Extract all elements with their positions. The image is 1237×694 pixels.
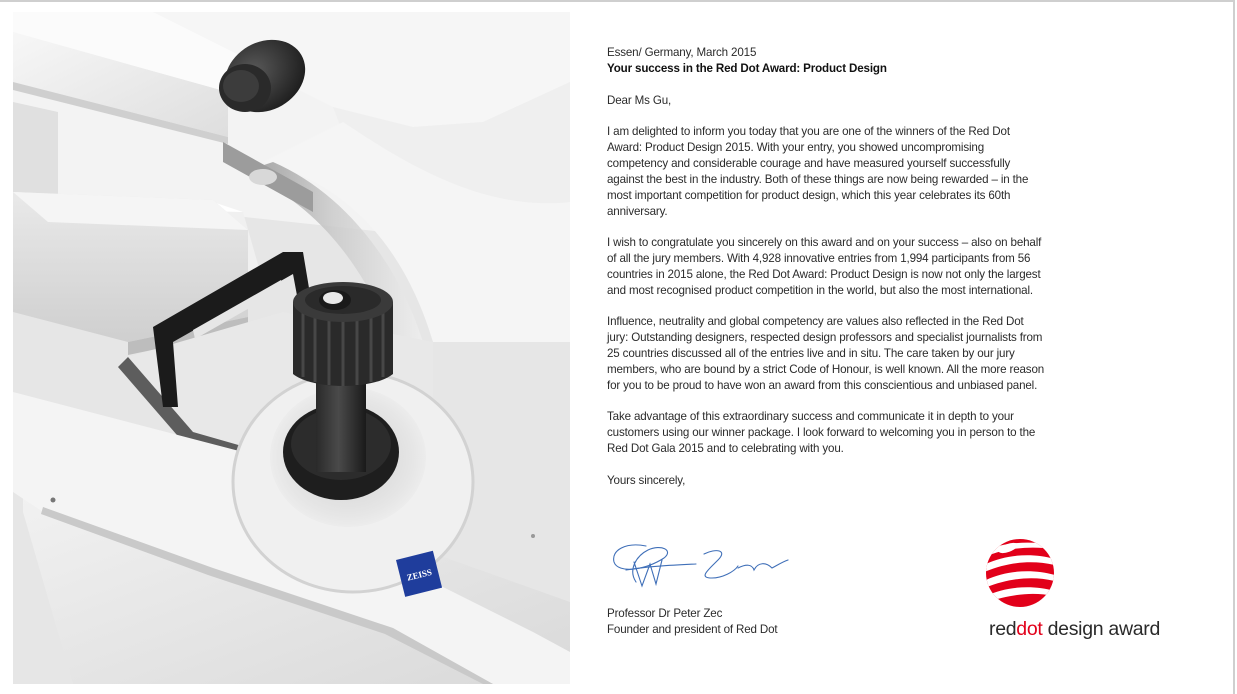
salutation: Dear Ms Gu, — [607, 94, 672, 107]
letter-paragraph: Influence, neutrality and global competency are values also reflected in the Red Dot jury: Outstanding designers, respected design professors and specialist journalists from 25 countries discussed all of the entries live and in situ. The care taken by our jury members, who are bound by a strict Code of Honour, is well known. All the more reason for you to be proud to have won an award from this conscientious and unbiased panel. — [607, 315, 1045, 392]
wordmark-dot: dot — [1016, 618, 1043, 640]
zeiss-badge-text: ZEISS — [405, 566, 433, 583]
signer-block — [607, 606, 778, 638]
reddot-wordmark — [989, 617, 1160, 641]
signature-icon — [606, 540, 791, 595]
reddot-logo-icon — [982, 536, 1058, 610]
microscope-illustration — [13, 12, 570, 684]
signer-title: Founder and president of Red Dot — [607, 623, 778, 636]
wordmark-red: red — [989, 618, 1017, 640]
product-photo — [13, 12, 570, 684]
letter-paragraph: Take advantage of this extraordinary success and communicate it in depth to your customers using our winner package. I look forward to welcoming you in person to the Red Dot Gala 2015 and to celebrating with you. — [607, 410, 1036, 455]
award-letter — [607, 45, 1047, 489]
letter-subject: Your success in the Red Dot Award: Product Design — [607, 62, 887, 75]
signer-name: Professor Dr Peter Zec — [607, 607, 723, 620]
wordmark-design-award: design award — [1042, 618, 1161, 640]
place-date: Essen/ Germany, March 2015 — [607, 46, 757, 59]
letter-paragraph: I wish to congratulate you sincerely on this award and on your success – also on behalf of all the jury members. With 4,928 innovative entries from 1,994 participants from 56 countries in 2015 alone, the Red Dot Award: Product Design is now not only the largest and most recognised product competition in the world, but also the most international. — [607, 236, 1042, 297]
letter-paragraph: I am delighted to inform you today that you are one of the winners of the Red Dot Award: Product Design 2015. With your entry, you showed uncompromising competency and considerable courage and have measured yourself successfully against the best in the industry. Both of these things are now being rewarded – in the most important competition for product design, which this year celebrates its 60th anniversary. — [607, 125, 1029, 218]
closing: Yours sincerely, — [607, 474, 686, 487]
